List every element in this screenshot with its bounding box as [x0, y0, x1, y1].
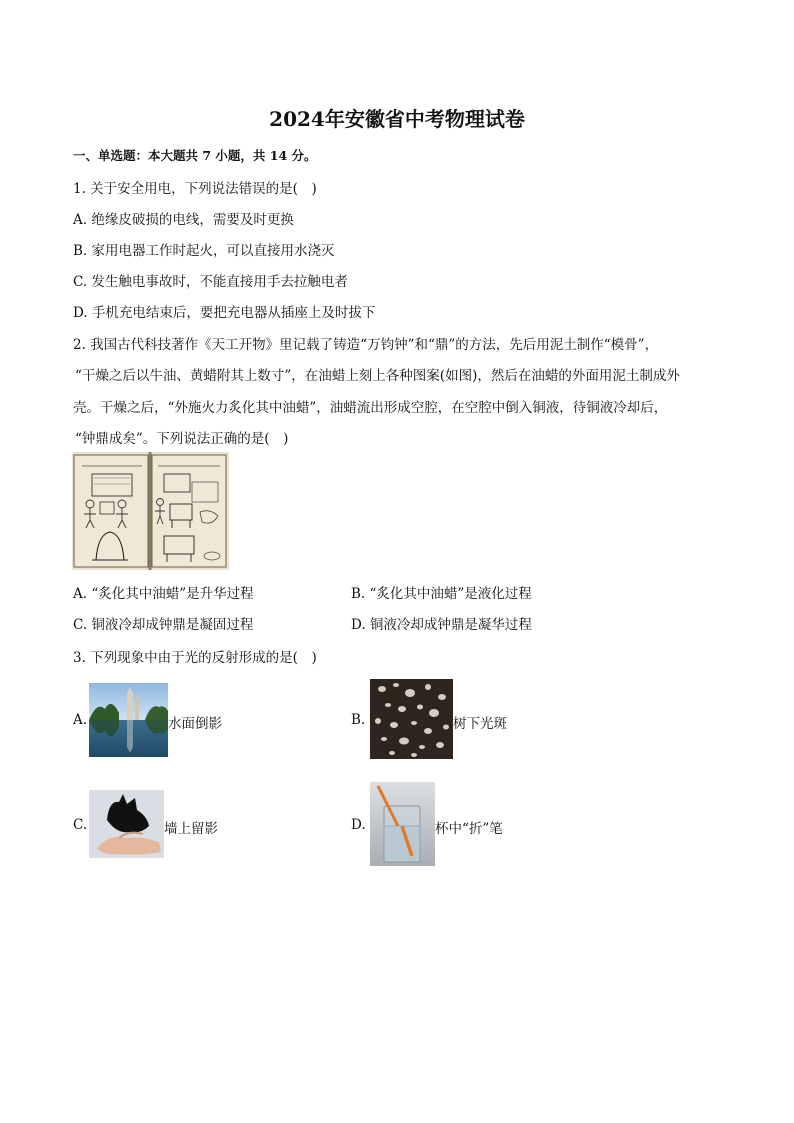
q2-option-c: C. 铜液冷却成钟鼎是凝固过程: [73, 617, 254, 633]
page-title: 2024年安徽省中考物理试卷: [269, 107, 525, 131]
q3-option-d-text: 杯中“折”笔: [435, 821, 503, 837]
q2-stem-line-3: 壳。干燥之后，“外施火力炙化其中油蜡”，油蜡流出形成空腔，在空腔中倒入铜液，待铜液冷却后，: [73, 400, 668, 416]
q2-stem-line-1: 2. 我国古代科技著作《天工开物》里记载了铸造“万钧钟”和“鼎”的方法，先后用泥土制作“模骨”，: [73, 337, 659, 353]
q3-option-c-letter: C.: [73, 817, 88, 833]
q2-option-d: D. 铜液冷却成钟鼎是凝华过程: [351, 617, 532, 633]
q3-option-b-letter: B.: [351, 712, 366, 728]
q3-option-c-text: 墙上留影: [164, 821, 218, 837]
q2-stem-line-4: “钟鼎成矣”。下列说法正确的是( ): [75, 431, 289, 447]
q3-option-d-letter: D.: [351, 817, 366, 833]
q3-option-b-text: 树下光斑: [453, 716, 507, 732]
q1-option-a: A. 绝缘皮破损的电线，需要及时更换: [73, 212, 294, 228]
q2-stem-line-2: “干燥之后以牛油、黄蜡附其上数寸”，在油蜡上刻上各种图案(如图)，然后在油蜡的外面用泥土制成外: [75, 368, 680, 384]
tiangong-kaiwu-illustration: [72, 452, 229, 570]
q3-stem: 3. 下列现象中由于光的反射形成的是( ): [73, 650, 317, 666]
q1-stem: 1. 关于安全用电，下列说法错误的是( ): [73, 181, 317, 197]
pencil-in-glass-image: [370, 782, 435, 866]
section-heading: 一、单选题：本大题共 7 小题，共 14 分。: [73, 148, 317, 163]
q1-option-c: C. 发生触电事故时，不能直接用手去拉触电者: [73, 274, 348, 290]
hand-shadow-image: [89, 790, 164, 858]
q1-option-d: D. 手机充电结束后，要把充电器从插座上及时拔下: [73, 305, 376, 321]
tree-light-spots-image: [370, 679, 453, 759]
q1-option-b: B. 家用电器工作时起火，可以直接用水浇灭: [73, 243, 335, 259]
q3-option-a-text: 水面倒影: [168, 716, 222, 732]
q3-option-a-letter: A.: [73, 712, 88, 728]
water-reflection-image: [89, 683, 168, 757]
q2-option-a: A. “炙化其中油蜡”是升华过程: [73, 586, 254, 602]
q2-option-b: B. “炙化其中油蜡”是液化过程: [351, 586, 532, 602]
